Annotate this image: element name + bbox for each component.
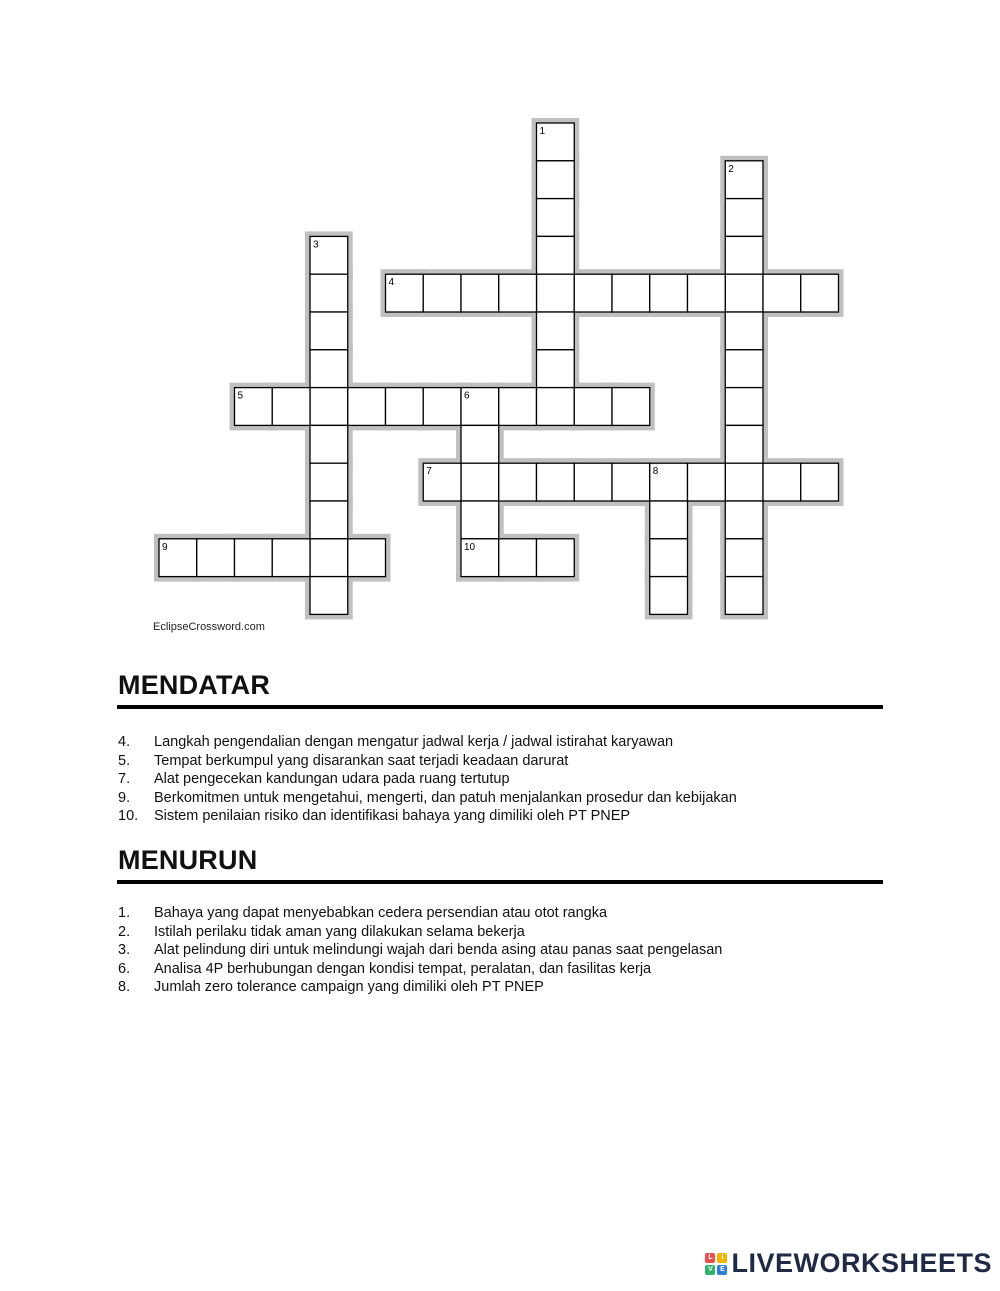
clue-text: Sistem penilaian risiko dan identifikasi bahaya yang dimiliki oleh PT PNEP [154, 808, 631, 824]
logo-badge-letter: I [717, 1253, 727, 1263]
crossword-cell[interactable] [725, 236, 763, 274]
clue-text: Berkomitmen untuk mengetahui, mengerti, dan patuh menjalankan prosedur dan kebijakan [154, 789, 737, 806]
crossword-cell[interactable] [612, 274, 650, 312]
clue-number: 3. [118, 942, 131, 958]
crossword-cell[interactable] [310, 274, 348, 312]
clue-number-label: 8 [652, 466, 659, 478]
crossword-cell[interactable] [537, 539, 575, 577]
clue-number-label: 6 [464, 390, 470, 402]
across-clue [118, 789, 878, 808]
crossword-cell[interactable] [725, 539, 763, 577]
clue-text: Langkah pengendalian dengan mengatur jadwal kerja / jadwal istirahat karyawan [154, 734, 674, 750]
crossword-cell[interactable] [499, 463, 537, 501]
crossword-cell[interactable] [272, 388, 310, 426]
across-clue [118, 733, 878, 752]
clue-number-label: 4 [388, 277, 395, 289]
clue-text: Alat pelindung diri untuk melindungi wajah dari benda asing atau panas saat pengelasan [154, 942, 723, 958]
down-clue [118, 923, 878, 942]
crossword-cell[interactable] [725, 425, 763, 463]
logo-badge-letter: E [717, 1265, 727, 1275]
down-clue [118, 978, 878, 997]
clue-text: Jumlah zero tolerance campaign yang dimiliki oleh PT PNEP [154, 979, 544, 995]
crossword-cell[interactable] [537, 236, 575, 274]
crossword-credit: EclipseCrossword.com [153, 621, 265, 633]
crossword-cell[interactable] [310, 388, 348, 426]
across-clue [118, 770, 878, 789]
clue-text: Analisa 4P berhubungan dengan kondisi tempat, peralatan, dan fasilitas kerja [154, 960, 652, 977]
crossword-cell[interactable] [310, 501, 348, 539]
crossword-cell[interactable] [650, 539, 688, 577]
logo-badge-letter: V [705, 1265, 715, 1275]
across-clue [118, 807, 878, 826]
logo-badge-icon [705, 1253, 727, 1275]
logo-badge-letter: L [705, 1253, 715, 1263]
crossword-cell[interactable] [537, 388, 575, 426]
crossword-cell[interactable] [537, 312, 575, 350]
crossword-cell[interactable] [310, 463, 348, 501]
clue-text: Tempat berkumpul yang disarankan saat terjadi keadaan darurat [154, 752, 569, 769]
clue-text: Alat pengecekan kandungan udara pada ruang tertutup [154, 771, 510, 787]
crossword-cell[interactable] [612, 463, 650, 501]
crossword-cell[interactable] [725, 463, 763, 501]
across-clue [118, 752, 878, 771]
clue-number-label: 1 [539, 126, 546, 137]
down-clue [118, 960, 878, 979]
crossword-cell[interactable] [537, 161, 575, 199]
crossword-cell[interactable] [310, 350, 348, 388]
crossword-cell[interactable] [197, 539, 235, 577]
clue-number: 4. [118, 734, 131, 750]
crossword-cell[interactable] [423, 388, 461, 426]
crossword-cell[interactable] [725, 274, 763, 312]
crossword-cell[interactable] [310, 577, 348, 615]
crossword-cell[interactable] [235, 539, 273, 577]
down-rule [117, 880, 883, 884]
crossword-cell[interactable] [348, 539, 386, 577]
crossword-cell[interactable] [801, 274, 839, 312]
crossword-cell[interactable] [537, 463, 575, 501]
crossword-cell[interactable] [574, 274, 612, 312]
crossword-cell[interactable] [348, 388, 386, 426]
crossword-cell[interactable] [499, 274, 537, 312]
crossword-cell[interactable] [688, 274, 726, 312]
crossword-cell[interactable] [461, 501, 499, 539]
clue-number: 8. [118, 979, 131, 995]
clue-number: 1. [118, 905, 131, 921]
crossword-cell[interactable] [725, 350, 763, 388]
crossword-cell[interactable] [574, 388, 612, 426]
crossword-cell[interactable] [386, 388, 424, 426]
crossword-cell[interactable] [537, 199, 575, 237]
clue-number: 6. [118, 960, 131, 977]
crossword-cell[interactable] [801, 463, 839, 501]
crossword-cell[interactable] [499, 539, 537, 577]
crossword-cell[interactable] [272, 539, 310, 577]
crossword-cell[interactable] [461, 274, 499, 312]
clue-number: 7. [118, 771, 131, 787]
crossword-cell[interactable] [574, 463, 612, 501]
crossword-grid [0, 0, 1000, 640]
crossword-cell[interactable] [688, 463, 726, 501]
down-title: MENURUN [118, 845, 258, 875]
crossword-cell[interactable] [650, 274, 688, 312]
crossword-cell[interactable] [461, 463, 499, 501]
clue-number: 2. [118, 923, 131, 940]
crossword-cell[interactable] [612, 388, 650, 426]
clue-number-label: 2 [728, 163, 734, 175]
clue-number: 10. [118, 808, 139, 824]
crossword-cell[interactable] [423, 274, 461, 312]
clue-number-label: 9 [162, 541, 168, 553]
crossword-cell[interactable] [461, 425, 499, 463]
crossword-cell[interactable] [650, 501, 688, 539]
down-clue [118, 941, 878, 960]
clue-number-label: 3 [313, 239, 319, 251]
crossword-cell[interactable] [310, 539, 348, 577]
across-clue-list [118, 733, 878, 826]
crossword-cell[interactable] [537, 274, 575, 312]
across-rule [117, 705, 883, 709]
clue-number-label: 10 [464, 541, 476, 553]
crossword-cell[interactable] [763, 463, 801, 501]
clue-text: Bahaya yang dapat menyebabkan cedera persendian atau otot rangka [154, 905, 608, 921]
logo-text: LIVEWORKSHEETS [731, 1248, 992, 1278]
clue-number: 5. [118, 752, 131, 769]
clue-text: Istilah perilaku tidak aman yang dilakukan selama bekerja [154, 923, 525, 940]
crossword-cell[interactable] [499, 388, 537, 426]
crossword-cell[interactable] [763, 274, 801, 312]
clue-number-label: 5 [237, 390, 244, 402]
clue-number-label: 7 [426, 466, 432, 478]
crossword-cell[interactable] [725, 501, 763, 539]
down-clue-list [118, 904, 878, 997]
crossword-cell[interactable] [310, 425, 348, 463]
crossword-cell[interactable] [725, 388, 763, 426]
crossword-cell[interactable] [650, 577, 688, 615]
liveworksheets-logo [705, 1248, 992, 1279]
crossword-cell[interactable] [725, 199, 763, 237]
crossword-cell[interactable] [537, 350, 575, 388]
down-clue [118, 904, 878, 923]
crossword-cell[interactable] [310, 312, 348, 350]
crossword-cell[interactable] [725, 312, 763, 350]
across-title: MENDATAR [118, 670, 271, 700]
crossword-cell[interactable] [725, 577, 763, 615]
clue-number: 9. [118, 789, 131, 806]
